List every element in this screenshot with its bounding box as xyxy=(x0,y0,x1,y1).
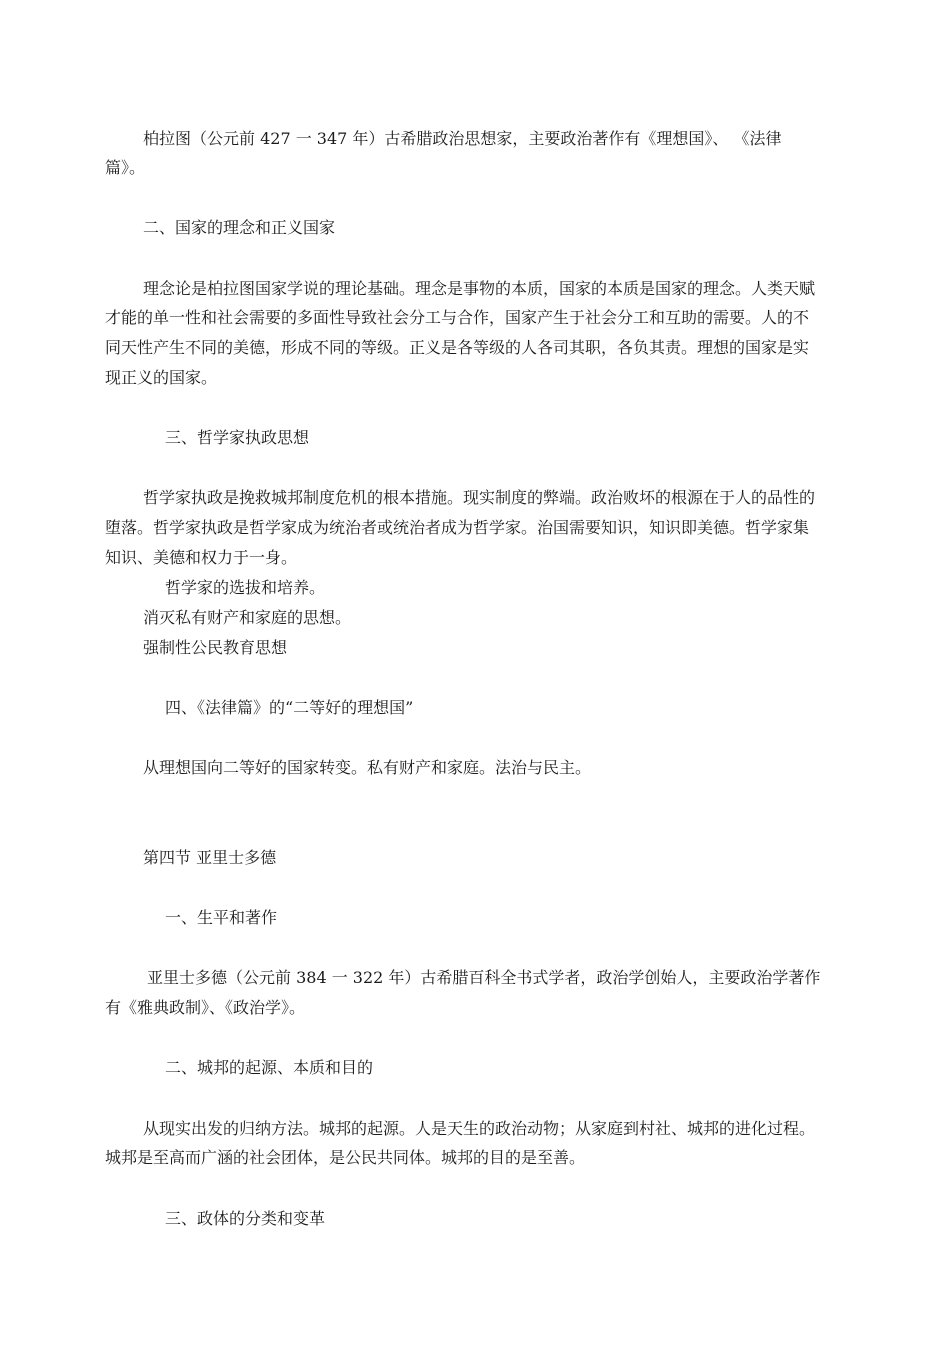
paragraph-line: 哲学家的选拔和培养。 xyxy=(165,578,326,597)
section-heading-regime-types: 三、政体的分类和变革 xyxy=(165,1209,326,1228)
paragraph-line: 从理想国向二等好的国家转变。私有财产和家庭。法治与民主。 xyxy=(143,758,592,777)
paragraph-line: 同天性产生不同的美德，形成不同的等级。正义是各等级的人各司其职，各负其责。理想的国家是实 xyxy=(105,338,810,357)
paragraph-line: 哲学家执政是挽救城邦制度危机的根本措施。现实制度的弊端。政治败坏的根源在于人的品性的 xyxy=(143,488,816,507)
paragraph-line: 消灭私有财产和家庭的思想。 xyxy=(143,608,352,627)
plato-intro-line-2: 篇》。 xyxy=(105,158,146,177)
section-heading-laws: 四、《法律篇》的“二等好的理想国” xyxy=(165,698,414,717)
paragraph-line: 堕落。哲学家执政是哲学家成为统治者或统治者成为哲学家。治国需要知识，知识即美德。哲学家集 xyxy=(105,518,810,537)
paragraph-line: 理念论是柏拉图国家学说的理论基础。理念是事物的本质，国家的本质是国家的理念。人类天赋 xyxy=(143,279,816,298)
paragraph-line: 强制性公民教育思想 xyxy=(143,638,288,657)
plato-intro-line-1: 柏拉图（公元前 427 一 347 年）古希腊政治思想家，主要政治著作有《理想国》、 《法律 xyxy=(143,129,782,148)
paragraph-line: 才能的单一性和社会需要的多面性导致社会分工与合作，国家产生于社会分工和互助的需要。人的不 xyxy=(105,308,810,327)
paragraph-line: 从现实出发的归纳方法。城邦的起源。人是天生的政治动物；从家庭到村社、城邦的进化过程。 xyxy=(143,1119,816,1138)
section-heading-philosopher-rule: 三、哲学家执政思想 xyxy=(165,428,310,447)
section-heading-life-works: 一、生平和著作 xyxy=(165,908,278,927)
chapter-section-title: 第四节 亚里士多德 xyxy=(143,848,277,867)
paragraph-line: 现正义的国家。 xyxy=(105,368,218,387)
paragraph-line: 有《雅典政制》、《政治学》。 xyxy=(105,998,306,1017)
section-heading-polis-origin: 二、城邦的起源、本质和目的 xyxy=(165,1058,374,1077)
paragraph-line: 亚里士多德（公元前 384 一 322 年）古希腊百科全书式学者，政治学创始人，主要政治学著作 xyxy=(147,968,821,987)
paragraph-line: 知识、美德和权力于一身。 xyxy=(105,548,298,567)
paragraph-line: 城邦是至高而广涵的社会团体，是公民共同体。城邦的目的是至善。 xyxy=(105,1148,586,1167)
section-heading-state-idea: 二、国家的理念和正义国家 xyxy=(143,218,336,237)
